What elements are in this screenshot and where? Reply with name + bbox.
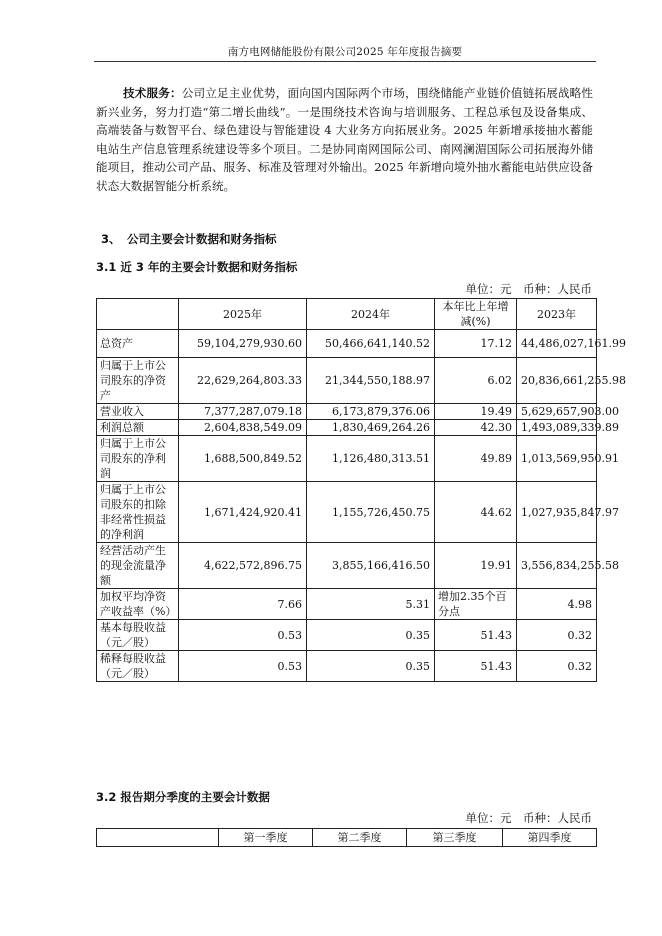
section-3-2-heading: 3.2 报告期分季度的主要会计数据 bbox=[96, 790, 270, 804]
table-cell: 5.31 bbox=[307, 589, 435, 620]
table-row bbox=[97, 620, 597, 651]
row-label: 归属于上市公司股东的净利润 bbox=[97, 436, 179, 482]
table-row bbox=[97, 482, 597, 543]
column-header: 2024年 bbox=[307, 299, 435, 330]
column-header: 本年比上年增减(%) bbox=[435, 299, 517, 330]
table-cell: 6.02 bbox=[435, 358, 517, 404]
quarterly-data-table bbox=[96, 828, 597, 847]
column-header: 2023年 bbox=[517, 299, 597, 330]
section-3-1-unit: 单位：元 币种：人民币 bbox=[465, 282, 592, 296]
table-cell: 3,855,166,416.50 bbox=[307, 543, 435, 589]
table-cell: 1,027,935,847.97 bbox=[517, 482, 597, 543]
table-cell: 5,629,657,903.00 bbox=[517, 404, 597, 420]
table-row bbox=[97, 651, 597, 682]
table-cell: 44,486,027,161.99 bbox=[517, 330, 597, 358]
table-cell: 20,836,661,255.98 bbox=[517, 358, 597, 404]
table-header-row bbox=[97, 829, 597, 847]
table-row bbox=[97, 358, 597, 404]
table-cell: 44.62 bbox=[435, 482, 517, 543]
table-cell: 42.30 bbox=[435, 420, 517, 436]
table-cell: 1,155,726,450.75 bbox=[307, 482, 435, 543]
table-cell: 7.66 bbox=[179, 589, 307, 620]
table-cell: 59,104,279,930.60 bbox=[179, 330, 307, 358]
column-header bbox=[97, 299, 179, 330]
table-row bbox=[97, 543, 597, 589]
table-cell: 49.89 bbox=[435, 436, 517, 482]
table-cell: 51.43 bbox=[435, 620, 517, 651]
section-3-1-heading: 3.1 近 3 年的主要会计数据和财务指标 bbox=[96, 260, 298, 274]
section-3-title: 公司主要会计数据和财务指标 bbox=[127, 232, 277, 246]
table-cell: 0.32 bbox=[517, 651, 597, 682]
table-cell: 21,344,550,188.97 bbox=[307, 358, 435, 404]
table-cell: 增加2.35个百分点 bbox=[435, 589, 517, 620]
section-3-heading bbox=[101, 231, 277, 247]
table-row bbox=[97, 589, 597, 620]
column-header: 第四季度 bbox=[503, 829, 597, 847]
table-header-row bbox=[97, 299, 597, 330]
table-cell: 0.53 bbox=[179, 620, 307, 651]
table-row bbox=[97, 404, 597, 420]
table-cell: 1,493,089,339.89 bbox=[517, 420, 597, 436]
column-header: 第三季度 bbox=[407, 829, 503, 847]
tech-service-text: 公司立足主业优势，面向国内国际两个市场，围绕储能产业链价值链拓展战略性新兴业务，努力打造“第二增长曲线”。一是围绕技术咨询与培训服务、工程总承包及设备集成、高端装备与数智平台、绿色建设与智能建设 4 大业务方向拓展业务。2025 年新增承接抽水蓄能电站生产信息管理系统建设等多个项目。二是协同南网国际公司、南网澜湄国际公司拓展海外储能项目，推动公司产品、服务、标准及管理对外输出。2025 年新增向境外抽水蓄能电站供应设备状态大数据智能分析系统。 bbox=[96, 86, 593, 193]
section-3-number: 3、 bbox=[101, 232, 121, 246]
table-cell: 19.49 bbox=[435, 404, 517, 420]
table-cell: 0.35 bbox=[307, 651, 435, 682]
section-3-2-unit: 单位：元 币种：人民币 bbox=[465, 811, 592, 825]
table-cell: 0.32 bbox=[517, 620, 597, 651]
table-cell: 19.91 bbox=[435, 543, 517, 589]
page-header: 南方电网储能股份有限公司2025 年年度报告摘要 bbox=[227, 46, 463, 58]
financial-indicators-table bbox=[96, 298, 626, 682]
column-header bbox=[97, 829, 219, 847]
column-header: 2025年 bbox=[179, 299, 307, 330]
table-cell: 0.53 bbox=[179, 651, 307, 682]
table-cell: 7,377,287,079.18 bbox=[179, 404, 307, 420]
table-row bbox=[97, 436, 597, 482]
table-cell: 1,830,469,264.26 bbox=[307, 420, 435, 436]
row-label: 营业收入 bbox=[97, 404, 179, 420]
table-cell: 1,013,569,950.91 bbox=[517, 436, 597, 482]
row-label: 稀释每股收益（元／股） bbox=[97, 651, 179, 682]
row-label: 归属于上市公司股东的净资产 bbox=[97, 358, 179, 404]
table-cell: 1,688,500,849.52 bbox=[179, 436, 307, 482]
table-cell: 1,671,424,920.41 bbox=[179, 482, 307, 543]
table-cell: 6,173,879,376.06 bbox=[307, 404, 435, 420]
row-label: 归属于上市公司股东的扣除非经常性损益的净利润 bbox=[97, 482, 179, 543]
table-cell: 3,556,834,255.58 bbox=[517, 543, 597, 589]
table-cell: 4,622,572,896.75 bbox=[179, 543, 307, 589]
tech-service-paragraph bbox=[96, 84, 593, 195]
header-divider bbox=[94, 61, 596, 62]
table-cell: 50,466,641,140.52 bbox=[307, 330, 435, 358]
column-header: 第一季度 bbox=[219, 829, 313, 847]
table-cell: 51.43 bbox=[435, 651, 517, 682]
row-label: 总资产 bbox=[97, 330, 179, 358]
tech-service-label: 技术服务： bbox=[123, 86, 182, 100]
table-row bbox=[97, 330, 597, 358]
table-cell: 1,126,480,313.51 bbox=[307, 436, 435, 482]
table-cell: 4.98 bbox=[517, 589, 597, 620]
row-label: 经营活动产生的现金流量净额 bbox=[97, 543, 179, 589]
column-header: 第二季度 bbox=[313, 829, 407, 847]
table-cell: 17.12 bbox=[435, 330, 517, 358]
row-label: 基本每股收益（元／股） bbox=[97, 620, 179, 651]
table-cell: 2,604,838,549.09 bbox=[179, 420, 307, 436]
row-label: 利润总额 bbox=[97, 420, 179, 436]
table-row bbox=[97, 420, 597, 436]
table-cell: 22,629,264,803.33 bbox=[179, 358, 307, 404]
table-cell: 0.35 bbox=[307, 620, 435, 651]
row-label: 加权平均净资产收益率（%） bbox=[97, 589, 179, 620]
